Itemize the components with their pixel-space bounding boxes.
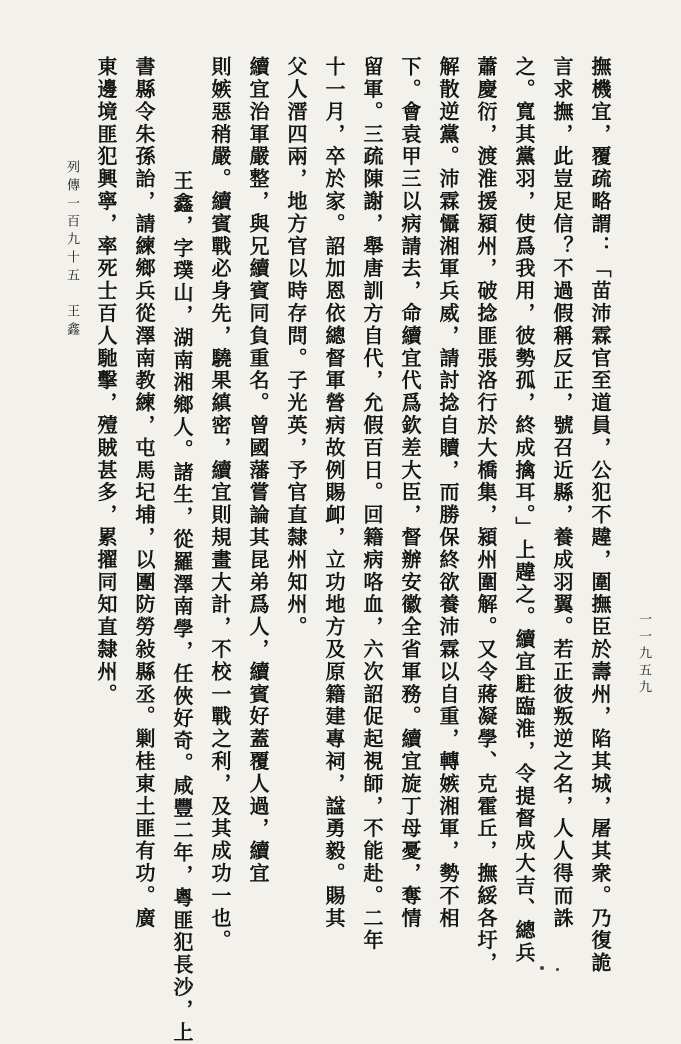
- text-column: 下。會袁甲三以病請去，命續宜代爲欽差大臣，督辦安徽全省軍務。續宜旋丁母憂，奪情: [398, 56, 422, 930]
- text-column: 言求撫，此豈足信？不過假稱反正，號召近縣，養成羽翼。若正彼叛逆之名，人人得而誅: [550, 56, 574, 930]
- text-column: 則嫉惡稍嚴。續賓戰必身先，驍果縝密，續宜則規畫大計，不校一戰之利，及其成功一也。: [208, 56, 232, 952]
- text-column: 撫機宜，覆疏略謂：「苗沛霖官至道員，公犯不韙，圍撫臣於壽州，陷其城，屠其衆。乃復詭: [588, 56, 612, 975]
- text-column: 之。寬其黨羽，使爲我用，彼勢孤，終成擒耳。」上韙之。續宜駐臨淮，令提督成大吉、總兵: [512, 56, 536, 965]
- text-column: 十一月，卒於家。詔加恩依總督軍營病故例賜卹，立功地方及原籍建專祠，諡勇毅。賜其: [322, 56, 346, 930]
- page-number: 一一九五九: [636, 612, 651, 697]
- text-column: 解散逆黨。沛霖懾湘軍兵威，請討捻自贖，而勝保終欲養沛霖以自重，轉嫉湘軍，勢不相: [436, 56, 460, 930]
- scan-speck: [556, 968, 559, 971]
- running-header: 列傳一百九十五 王鑫: [64, 160, 79, 340]
- scan-speck: [540, 966, 544, 970]
- text-column: 蕭慶衍，渡淮援潁州，破捻匪張洛行於大橋集，潁州圍解。又令蔣凝學、克霍丘，撫綏各圩，: [474, 56, 498, 975]
- text-column: 東邊境匪犯興寧，率死士百人馳擊，殪賊甚多，累擢同知直隸州。: [94, 56, 118, 706]
- text-column: 父人溍四兩，地方官以時存問。子光英，予官直隸州知州。: [284, 56, 308, 639]
- text-column: 續宜治軍嚴整，與兄續賓同負重名。曾國藩嘗論其昆弟爲人，續賓好蓋覆人過，續宜: [246, 56, 270, 885]
- text-column: 書縣令朱孫詒，請練鄉兵從澤南教練，屯馬圮埔，以團防勞敍縣丞。剿桂東土匪有功。廣: [132, 56, 156, 930]
- text-column: 留軍。三疏陳謝，舉唐訓方自代，允假百日。回籍病咯血，六次詔促起視師，不能赴。二年: [360, 56, 384, 952]
- text-column: 王鑫，字璞山，湖南湘鄉人。諸生，從羅澤南學，任俠好奇。咸豐二年，粵匪犯長沙，上: [170, 170, 194, 1044]
